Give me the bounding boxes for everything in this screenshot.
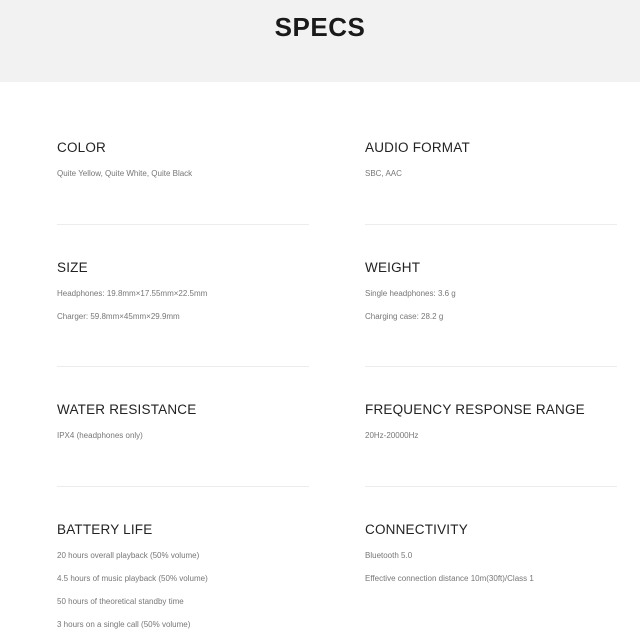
spec-value: 4.5 hours of music playback (50% volume) <box>57 574 208 583</box>
spec-title: WATER RESISTANCE <box>57 402 197 417</box>
spec-color <box>57 140 309 192</box>
spec-audio-format <box>365 140 617 192</box>
spec-value: 20Hz-20000Hz <box>365 431 419 440</box>
spec-size <box>57 260 309 335</box>
spec-title: COLOR <box>57 140 107 155</box>
spec-value: SBC, AAC <box>365 169 402 178</box>
spec-title: BATTERY LIFE <box>57 522 153 537</box>
divider <box>365 224 617 225</box>
divider <box>57 224 309 225</box>
spec-title: CONNECTIVITY <box>365 522 468 537</box>
divider <box>57 366 309 367</box>
spec-title: SIZE <box>57 260 88 275</box>
spec-value: Quite Yellow, Quite White, Quite Black <box>57 169 193 178</box>
spec-value: Bluetooth 5.0 <box>365 551 413 560</box>
spec-connectivity <box>365 522 617 597</box>
spec-water-resistance <box>57 402 309 454</box>
page-header <box>0 0 640 82</box>
spec-value: 3 hours on a single call (50% volume) <box>57 620 191 629</box>
spec-value: Headphones: 19.8mm×17.55mm×22.5mm <box>57 289 208 298</box>
spec-frequency-response <box>365 402 617 454</box>
spec-value: Single headphones: 3.6 g <box>365 289 456 298</box>
spec-title: AUDIO FORMAT <box>365 140 470 155</box>
spec-title: WEIGHT <box>365 260 421 275</box>
spec-value: 20 hours overall playback (50% volume) <box>57 551 200 560</box>
divider <box>365 486 617 487</box>
page-title: SPECS <box>274 11 366 42</box>
spec-battery-life <box>57 522 309 643</box>
divider <box>365 366 617 367</box>
spec-value: Charger: 59.8mm×45mm×29.9mm <box>57 312 180 321</box>
spec-value: Effective connection distance 10m(30ft)/Class 1 <box>365 574 534 583</box>
divider <box>57 486 309 487</box>
spec-title: FREQUENCY RESPONSE RANGE <box>365 402 585 417</box>
spec-value: Charging case: 28.2 g <box>365 312 444 321</box>
spec-weight <box>365 260 617 335</box>
spec-value: 50 hours of theoretical standby time <box>57 597 184 606</box>
spec-value: IPX4 (headphones only) <box>57 431 143 440</box>
